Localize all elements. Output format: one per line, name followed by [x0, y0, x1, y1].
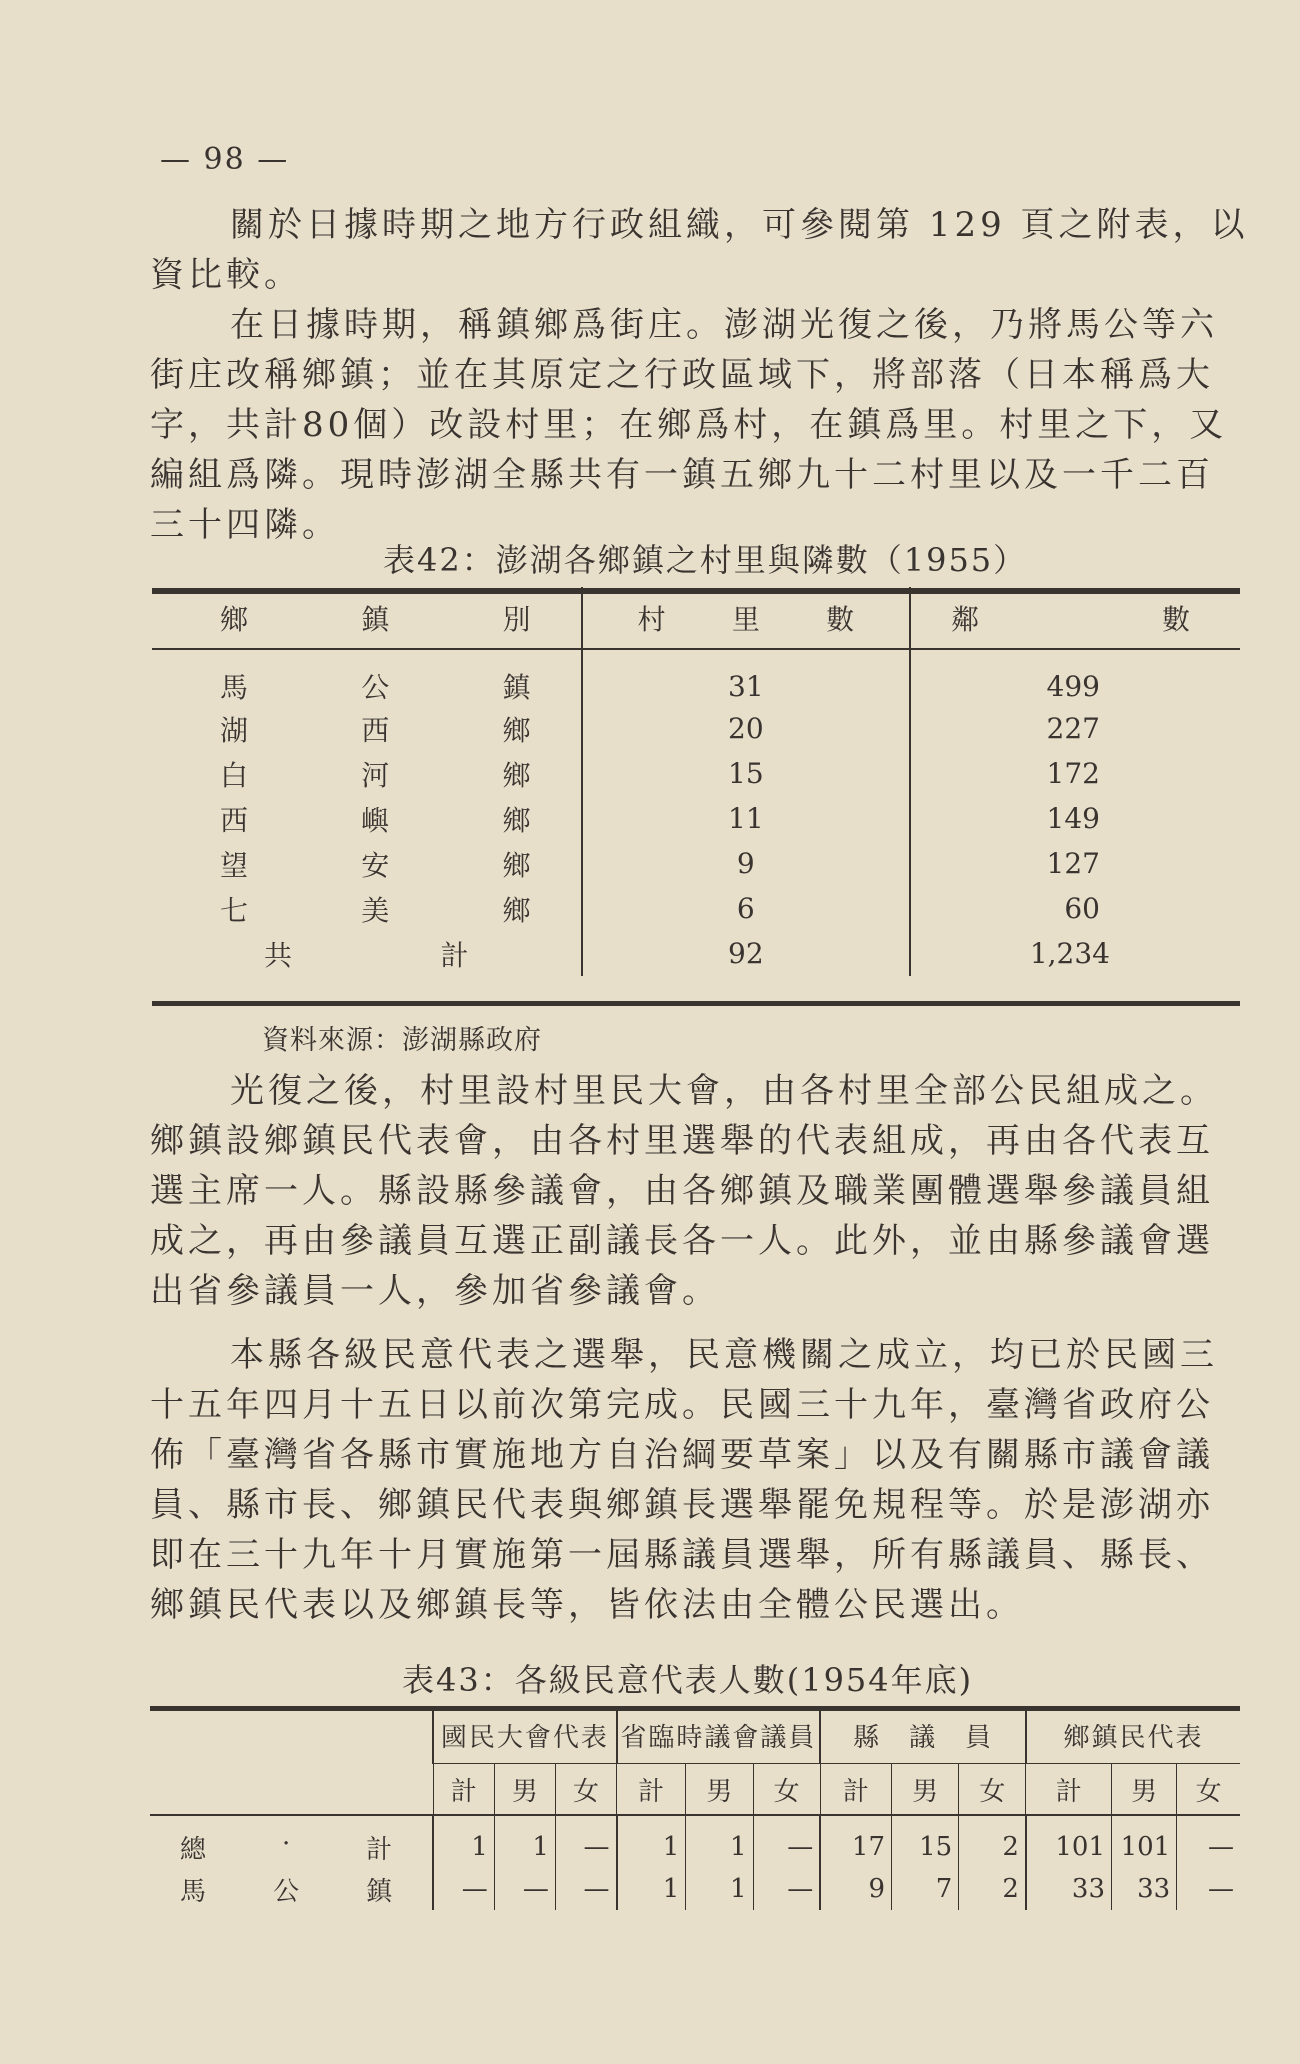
page-number: — 98 —: [160, 142, 290, 177]
table42-header-township: 鄉 鎮 別: [152, 587, 582, 649]
table-row: 馬 公 鎮 31 499: [152, 649, 1240, 706]
paragraph-2: 在日據時期，稱鎮鄉爲街庄。澎湖光復之後，乃將馬公等六街庄改稱鄉鎮；並在其原定之行政區域下，將部落（日本稱爲大字，共計80個）改設村里；在鄉爲村，在鎮爲里。村里之下，又編組爲隣。現時澎湖全縣共有一鎮五鄉九十二村里以及一千二百三十四隣。: [150, 305, 1228, 545]
table43-caption: 表43：各級民意代表人數(1954年底): [402, 1661, 974, 1699]
table42-caption: 表42：澎湖各鄉鎮之村里與隣數（1955）: [383, 541, 1028, 579]
table42-header-neighborhoods: 鄰 數: [910, 587, 1240, 649]
table42-source: 資料來源：澎湖縣政府: [262, 1025, 542, 1056]
table43-group-provincial-council: 省臨時議會議員: [617, 1707, 821, 1764]
table43-sub-header-row: 計 男 女 計 男 女 計 男 女 計 男 女: [150, 1764, 1240, 1816]
table42-total-row: 共 計 92 1,234: [152, 931, 1240, 976]
paragraph-4: 本縣各級民意代表之選舉，民意機關之成立，均已於民國三十五年四月十五日以前次第完成。民國三十九年，臺灣省政府公佈「臺灣省各縣市實施地方自治綱要草案」以及有關縣市議會議員、縣市長、鄉鎮民代表與鄉鎮長選舉罷免規程等。於是澎湖亦即在三十九年十月實施第一屆縣議員選舉，所有縣議員、縣長、鄉鎮民代表以及鄉鎮長等，皆依法由全體公民選出。: [150, 1335, 1218, 1625]
table-row: 白 河 鄉 15 172: [152, 751, 1240, 796]
table-row: 七 美 鄉 6 60: [152, 886, 1240, 931]
paragraph-3: 光復之後，村里設村里民大會，由各村里全部公民組成之。鄉鎮設鄉鎮民代表會，由各村里選舉的代表組成，再由各代表互選主席一人。縣設縣參議會，由各鄉鎮及職業團體選舉參議員組成之，再由參議員互選正副議長各一人。此外，並由縣參議會選出省參議員一人，參加省參議會。: [150, 1071, 1218, 1311]
table43-group-national-assembly: 國民大會代表: [433, 1707, 616, 1764]
table-row: 望 安 鄉 9 127: [152, 841, 1240, 886]
table43-group-township-reps: 鄉鎮民代表: [1026, 1707, 1240, 1764]
table-row: 湖 西 鄉 20 227: [152, 706, 1240, 751]
table42-header-row: [152, 587, 1240, 649]
table43-group-header-row: [150, 1707, 1240, 1764]
table43: [150, 1707, 1240, 1910]
table42: [152, 587, 1240, 976]
table43-group-county-council: 縣 議 員: [820, 1707, 1026, 1764]
table-row: 總 · 計 1 1 — 1 1 — 17 15 2 101 101 —: [150, 1815, 1240, 1868]
table-row: 馬 公 鎮 — — — 1 1 — 9 7 2 33 33 —: [150, 1868, 1240, 1910]
paragraph-1: 關於日據時期之地方行政組織，可參閱第 129 頁之附表，以資比較。: [150, 205, 1249, 295]
table42-bottom-rule: [152, 1001, 1240, 1006]
table42-header-villages: 村 里 數: [582, 587, 911, 649]
table-row: 西 嶼 鄉 11 149: [152, 796, 1240, 841]
